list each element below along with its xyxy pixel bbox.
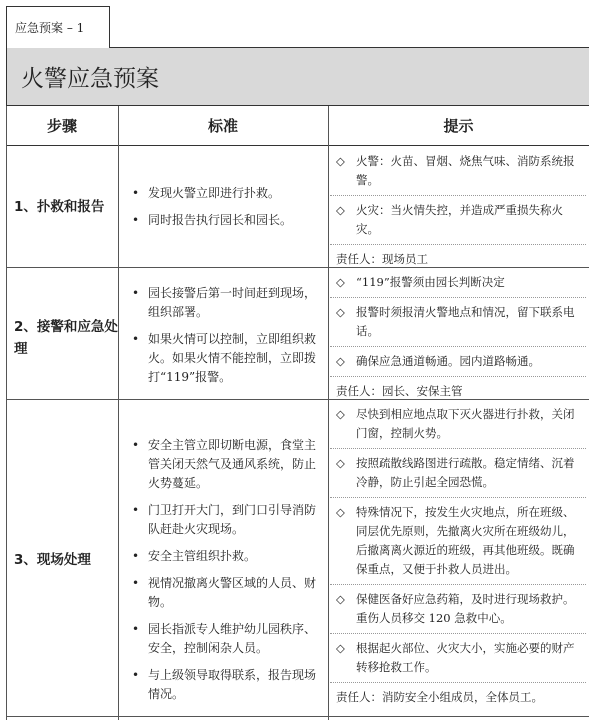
standard-item: • 安全主管立即切断电源，食堂主管关闭天然气及通风系统，防止火势蔓延。 <box>130 436 322 493</box>
diamond-icon: ◇ <box>336 456 345 470</box>
diamond-icon: ◇ <box>336 354 345 368</box>
tips-cell <box>336 273 580 401</box>
doc-label: 应急预案 – 1 <box>6 6 110 48</box>
grid-line <box>118 106 119 720</box>
divider <box>330 448 586 449</box>
tip-item: ◇ 确保应急通道畅通。园内道路畅通。 <box>336 352 580 371</box>
divider <box>330 244 586 245</box>
standard-item: • 同时报告执行园长和园长。 <box>130 211 322 230</box>
header-standard: 标准 <box>118 106 328 146</box>
tip-item: ◇ 报警时须报清火警地点和情况，留下联系电话。 <box>336 305 575 338</box>
title-bar <box>6 48 589 106</box>
diamond-icon: ◇ <box>336 305 345 319</box>
standard-item: • 如果火情可以控制，立即组织救火。如果火情不能控制，立即拨打“119”报警。 <box>130 330 322 387</box>
standard-item: • 门卫打开大门，到门口引导消防队赶赴火灾现场。 <box>130 501 322 539</box>
divider <box>330 633 586 634</box>
divider <box>330 195 586 196</box>
tip-item: ◇ 火灾：当火情失控，并造成严重损失称火灾。 <box>336 203 563 236</box>
step-label: 1、扑救和报告 <box>14 199 105 215</box>
diamond-icon: ◇ <box>336 203 345 217</box>
divider <box>330 376 586 377</box>
header-tips: 提示 <box>328 106 589 146</box>
grid-line <box>6 106 7 720</box>
standard-item: • 园长指派专人维护幼儿园秩序、安全，控制闲杂人员。 <box>130 620 322 658</box>
standard-item: • 与上级领导取得联系，报告现场情况。 <box>130 666 322 704</box>
step-label: 3、现场处理 <box>14 552 91 568</box>
standard-item: • 发现火警立即进行扑救。 <box>130 184 322 203</box>
tip-item: ◇ 特殊情况下，按发生火灾地点，所在班级、同层优先原则，先撤离火灾所在班级幼儿，后撤离离火源近的班级，再其他班级。既确保重点，又便于扑救人员进出。 <box>336 505 575 576</box>
standard-item: • 安全主管组织扑救。 <box>130 547 322 566</box>
responsible-person: 责任人：园长、安保主管 <box>336 384 463 398</box>
doc-header <box>0 0 589 48</box>
step-label: 2、接警和应急处理 <box>14 319 118 357</box>
responsible-person: 责任人：消防安全小组成员，全体员工。 <box>336 690 543 704</box>
divider <box>330 297 586 298</box>
responsible-person: 责任人：现场员工 <box>336 252 428 266</box>
tip-item: ◇ 尽快到相应地点取下灭火器进行扑救，关闭门窗，控制火势。 <box>336 407 575 440</box>
tip-item: ◇ 保健医备好应急药箱，及时进行现场救护。重伤人员移交 120 急救中心。 <box>336 592 575 625</box>
divider <box>330 497 586 498</box>
diamond-icon: ◇ <box>336 407 345 421</box>
standard-item: • 视情况撤离火警区域的人员、财物。 <box>130 574 322 612</box>
divider <box>330 682 586 683</box>
tip-item: ◇ 按照疏散线路图进行疏散。稳定情绪、沉着冷静，防止引起全园恐慌。 <box>336 456 575 489</box>
diamond-icon: ◇ <box>336 592 345 606</box>
standard-list <box>130 284 322 395</box>
grid-line <box>328 106 329 720</box>
standard-item: • 园长接警后第一时间赶到现场，组织部署。 <box>130 284 322 322</box>
diamond-icon: ◇ <box>336 154 345 168</box>
diamond-icon: ◇ <box>336 275 345 289</box>
diamond-icon: ◇ <box>336 641 345 655</box>
row-divider <box>6 716 589 717</box>
tip-item: ◇ “119”报警须由园长判断决定 <box>336 273 580 292</box>
tip-item: ◇ 火警：火苗、冒烟、烧焦气味、消防系统报警。 <box>336 154 575 187</box>
page-title: 火警应急预案 <box>21 66 159 92</box>
tip-item: ◇ 根据起火部位、火灾大小，实施必要的财产转移抢救工作。 <box>336 641 575 674</box>
divider <box>330 584 586 585</box>
tips-cell <box>336 405 580 707</box>
diamond-icon: ◇ <box>336 505 345 519</box>
standard-list <box>130 184 322 238</box>
header-step: 步骤 <box>6 106 118 146</box>
standard-list <box>130 436 322 712</box>
divider <box>330 346 586 347</box>
tips-cell <box>336 152 580 269</box>
